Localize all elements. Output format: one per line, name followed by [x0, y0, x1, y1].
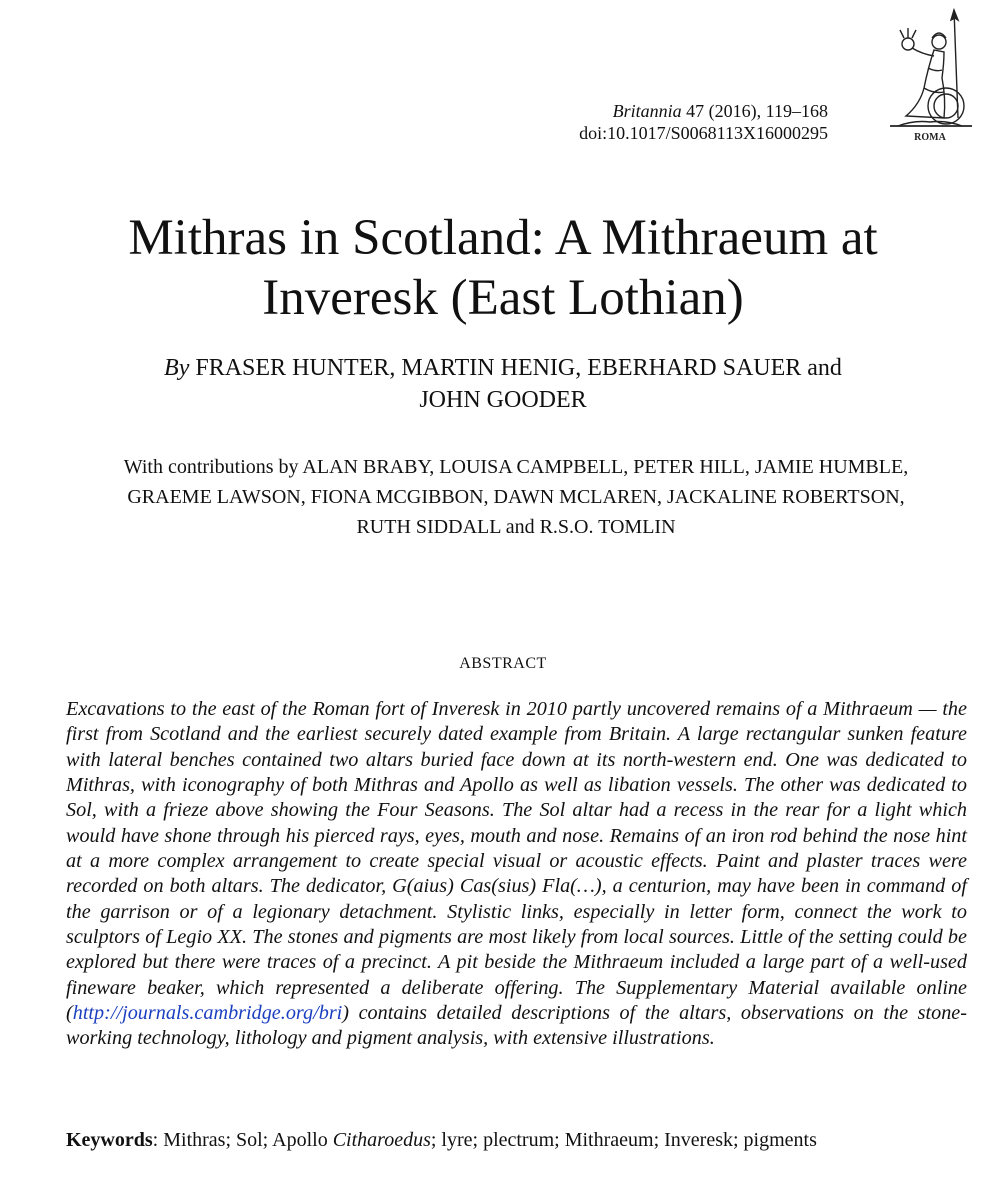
authors	[0, 352, 1006, 416]
abstract-text	[66, 697, 967, 1052]
contributors-line-3: RUTH SIDDALL and R.S.O. TOMLIN	[356, 516, 676, 538]
britannia-figure-icon	[884, 8, 976, 146]
citation-journal-line	[579, 100, 828, 122]
doi: doi:10.1017/S0068113X16000295	[579, 123, 828, 143]
keywords-part-2: ; lyre; plectrum; Mithraeum; Inveresk; pigments	[430, 1129, 817, 1151]
authors-line-1: FRASER HUNTER, MARTIN HENIG, EBERHARD SAUER and	[189, 355, 842, 381]
supplementary-link[interactable]: http://journals.cambridge.org/bri	[72, 1002, 343, 1025]
abstract-body: Excavations to the east of the Roman fort of Inveresk in 2010 partly uncovered remains of a Mithraeum — the first from Scotland and the earliest securely dated example from Britain. A large rectangular sunken feature with lateral benches contained two altars buried face down at its north-western end. One was dedicated to Mithras, with iconography of both Mithras and Apollo as well as libation vessels. The other was dedicated to Sol, with a frieze above showing the Four Seasons. The Sol altar had a recess in the rear for a light which would have shone through his pierced rays, eyes, mouth and nose. Remains of an iron rod behind the nose hint at a more complex arrangement to create special visual or acoustic effects. Paint and plaster traces were recorded on both altars. The dedicator, G(aius) Cas(sius) Fla(…), a centurion, may have been in command of the garrison or of a legionary detachment. Stylistic links, especially in letter form, connect the work to sculptors of Legio XX. The stones and pigments are most likely from local sources. Little of the setting could be explored but there were traces of a precinct. A pit beside the Mithraeum included a large part of a well-used fineware beaker, which represented a deliberate offering. The Supplementary Material available online (	[66, 698, 967, 1025]
britannia-logo	[884, 8, 976, 146]
contributors	[66, 452, 966, 542]
title-line-1: Mithras in Scotland: A Mithraeum at	[128, 210, 878, 266]
authors-by: By	[164, 355, 190, 381]
citation-block	[579, 100, 828, 144]
article-title	[0, 208, 1006, 328]
contributors-line-1: With contributions by ALAN BRABY, LOUISA CAMPBELL, PETER HILL, JAMIE HUMBLE,	[123, 456, 909, 478]
abstract-heading: ABSTRACT	[459, 655, 547, 672]
keywords-part-1: : Mithras; Sol; Apollo	[152, 1129, 333, 1151]
logo-caption: ROMA	[914, 132, 946, 143]
contributors-line-2: GRAEME LAWSON, FIONA MCGIBBON, DAWN MCLAREN, JACKALINE ROBERTSON,	[127, 486, 905, 508]
volume-info: 47 (2016), 119–168	[681, 101, 828, 121]
keywords-label: Keywords	[66, 1129, 153, 1151]
journal-name: Britannia	[612, 101, 682, 121]
title-line-2: Inveresk (East Lothian)	[262, 270, 744, 326]
keywords	[66, 1126, 986, 1154]
keywords-italic: Citharoedus	[332, 1129, 431, 1151]
authors-line-2: JOHN GOODER	[419, 387, 587, 413]
abstract-body-end: ) contains detailed descriptions of the altars, observations on the stone-working technology, lithology and pigment analysis, with extensive illustrations.	[66, 1002, 967, 1050]
